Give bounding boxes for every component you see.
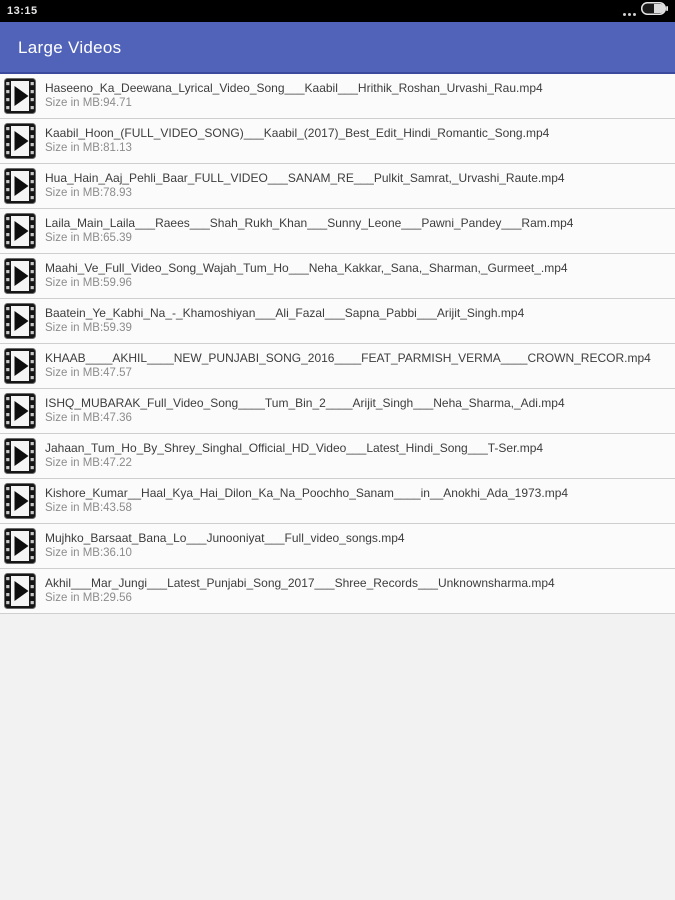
video-size-label: Size in MB:47.57 — [45, 367, 132, 379]
video-size-label: Size in MB:29.56 — [45, 592, 132, 604]
list-item[interactable] — [0, 164, 675, 209]
video-play-icon — [4, 438, 36, 474]
video-filename: Hua_Hain_Aaj_Pehli_Baar_FULL_VIDEO___SANAM_RE___Pulkit_Samrat,_Urvashi_Raute.mp4 — [45, 171, 565, 185]
video-filename: Laila_Main_Laila___Raees___Shah_Rukh_Khan___Sunny_Leone___Pawni_Pandey___Ram.mp4 — [45, 216, 574, 230]
list-item[interactable] — [0, 389, 675, 434]
video-size-label: Size in MB:94.71 — [45, 97, 132, 109]
video-size-label: Size in MB:59.39 — [45, 322, 132, 334]
status-bar — [0, 0, 675, 22]
video-size-label: Size in MB:59.96 — [45, 277, 132, 289]
list-item[interactable] — [0, 434, 675, 479]
video-play-icon — [4, 213, 36, 249]
video-play-icon — [4, 258, 36, 294]
video-filename: Jahaan_Tum_Ho_By_Shrey_Singhal_Official_HD_Video___Latest_Hindi_Song___T-Ser.mp4 — [45, 441, 544, 455]
video-play-icon — [4, 168, 36, 204]
video-play-icon — [4, 573, 36, 609]
video-filename: Akhil___Mar_Jungi___Latest_Punjabi_Song_2017___Shree_Records___Unknownsharma.mp4 — [45, 576, 555, 590]
video-size-label: Size in MB:78.93 — [45, 187, 132, 199]
video-filename: Haseeno_Ka_Deewana_Lyrical_Video_Song___Kaabil___Hrithik_Roshan_Urvashi_Rau.mp4 — [45, 81, 543, 95]
video-play-icon — [4, 303, 36, 339]
list-item[interactable] — [0, 569, 675, 614]
list-item[interactable] — [0, 344, 675, 389]
battery-icon — [641, 2, 668, 20]
video-size-label: Size in MB:81.13 — [45, 142, 132, 154]
video-filename: Kishore_Kumar__Haal_Kya_Hai_Dilon_Ka_Na_Poochho_Sanam____in__Anokhi_Ada_1973.mp4 — [45, 486, 569, 500]
video-filename: Kaabil_Hoon_(FULL_VIDEO_SONG)___Kaabil_(2017)_Best_Edit_Hindi_Romantic_Song.mp4 — [45, 126, 550, 140]
video-size-label: Size in MB:65.39 — [45, 232, 132, 244]
video-play-icon — [4, 483, 36, 519]
status-time: 13:15 — [7, 5, 38, 17]
list-item[interactable] — [0, 524, 675, 569]
video-filename: ISHQ_MUBARAK_Full_Video_Song____Tum_Bin_2____Arijit_Singh___Neha_Sharma,_Adi.mp4 — [45, 396, 565, 410]
list-item[interactable] — [0, 299, 675, 344]
video-size-label: Size in MB:47.22 — [45, 457, 132, 469]
video-filename: Mujhko_Barsaat_Bana_Lo___Junooniyat___Full_video_songs.mp4 — [45, 531, 405, 545]
list-item[interactable] — [0, 254, 675, 299]
video-play-icon — [4, 528, 36, 564]
video-play-icon — [4, 393, 36, 429]
app-bar — [0, 22, 675, 74]
signal-dots-icon — [623, 13, 636, 20]
list-item[interactable] — [0, 479, 675, 524]
video-filename: KHAAB____AKHIL____NEW_PUNJABI_SONG_2016____FEAT_PARMISH_VERMA____CROWN_RECOR.mp4 — [45, 351, 651, 365]
list-item[interactable] — [0, 209, 675, 254]
list-item[interactable] — [0, 119, 675, 164]
video-play-icon — [4, 78, 36, 114]
video-size-label: Size in MB:36.10 — [45, 547, 132, 559]
page-title: Large Videos — [18, 38, 122, 57]
video-filename: Maahi_Ve_Full_Video_Song_Wajah_Tum_Ho___Neha_Kakkar,_Sana,_Sharman,_Gurmeet_.mp4 — [45, 261, 568, 275]
video-filename: Baatein_Ye_Kabhi_Na_-_Khamoshiyan___Ali_Fazal___Sapna_Pabbi___Arijit_Singh.mp4 — [45, 306, 525, 320]
list-item[interactable] — [0, 74, 675, 119]
video-size-label: Size in MB:43.58 — [45, 502, 132, 514]
video-play-icon — [4, 123, 36, 159]
video-size-label: Size in MB:47.36 — [45, 412, 132, 424]
video-list — [0, 74, 675, 614]
video-play-icon — [4, 348, 36, 384]
